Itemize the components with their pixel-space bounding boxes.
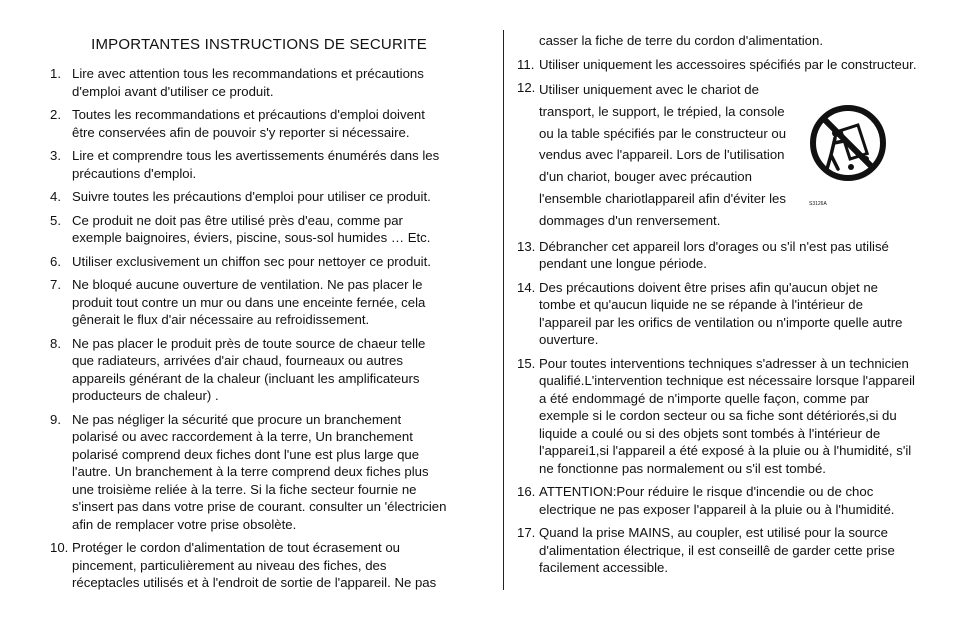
item-number: 4. [50,189,61,204]
column-divider [503,30,504,590]
item-number: 15. [517,355,536,371]
icon-code-label: S3126A [809,201,827,207]
item-number: 6. [50,253,61,269]
list-item [50,212,450,247]
list-item [517,279,917,349]
list-item [50,276,450,329]
item-number: 5. [50,212,61,228]
item-number: 12. [517,80,536,95]
list-item [517,483,917,518]
list-item [50,188,450,206]
item-text: Protéger le cordon d'alimentation de tout écrasement ou pincement, particulièrement au niveau des fiches, des réceptacles utilisés et à l'endroit de sortie de l'appareil. Ne pas [72,540,437,590]
list-item [517,238,917,273]
item-text: Lire et comprendre tous les avertissements énumérés dans les précautions d'emploi. [72,148,440,181]
item-text: Utiliser exclusivement un chiffon sec pour nettoyer ce produit. [72,253,431,269]
cart-tip-over-warning-icon [807,97,889,207]
item-text: Utiliser uniquement avec le chariot de transport, le support, le trépied, la console ou la table spécifiés par le constructeur ou vendus avec l'appareil. Lors de l'utilisation d'un chariot, bouger avec précaution l'ensemble chariotlappareil afin d'éviter les dommages d'un renversement. [539,82,787,228]
page-title: IMPORTANTES INSTRUCTIONS DE SECURITE [91,36,427,53]
left-column [50,36,450,598]
list-item [50,147,450,182]
item-10-continuation: casser la fiche de terre du cordon d'alimentation. [539,33,824,48]
item-text: Pour toutes interventions techniques s'adresser à un technicien qualifié.L'intervention technique est nécessaire lorsque l'appareil a été endommagé de n'importe quelle façon, comme par exemple si le cordon secteur ou sa fiche sont détériorés,si du liquide a coulé ou si des objets sont tombés à l'intérieur de l'apparei1,si l'appareil a été exposé à la pluie ou à l'humidité, s'il ne fonctionne pas normalement ou s'il est tombé. [539,355,915,476]
item-number: 14. [517,279,536,295]
list-item [517,355,917,478]
item-text: Débrancher cet appareil lors d'orages ou s'il n'est pas utilisé pendant une longue période. [539,238,889,272]
list-item [517,56,917,74]
item-text: Ce produit ne doit pas être utilisé près d'eau, comme par exemple baignoires, éviers, piscine, sous-sol humides … Etc. [72,212,431,245]
list-item [50,253,450,271]
item-number: 1. [50,66,61,81]
item-number: 7. [50,277,61,292]
item-number: 10. [50,540,69,555]
list-item [50,335,450,405]
item-text: Ne pas placer le produit près de toute source de chaeur telle que radiateurs, arrivées d'air chaud, fourneaux ou autres appareils générant de la chaleur (incluant les amplificateurs producteurs de chaleur) . [72,335,426,403]
item-number: 16. [517,484,536,500]
list-item [50,411,450,534]
item-number: 8. [50,335,61,351]
item-text: Des précautions doivent être prises afin qu'aucun objet ne tombe et qu'aucun liquide ne se répande à l'intérieur de l'appareil par les orifics de ventilation ou n'importe quelle autre ouverture. [539,279,903,348]
list-item [517,524,917,577]
item-number: 11. [517,56,535,72]
item-text: Utiliser uniquement les accessoires spécifiés par le constructeur. [539,56,917,72]
item-text: Lire avec attention tous les recommandations et précautions d'emploi avant d'utiliser ce produit. [72,66,424,99]
item-number: 3. [50,148,61,163]
item-number: 9. [50,411,61,427]
item-text: Toutes les recommandations et précautions d'emploi doivent être conservées afin de pouvoir s'y reporter si nécessaire. [72,107,425,140]
list-item [50,539,450,592]
item-text: Quand la prise MAINS, au coupler, est utilisé pour la source d'alimentation électrique, il est conseillê de garder cette prise facilement accessible. [539,525,895,576]
item-text: Ne pas négliger la sécurité que procure un branchement polarisé ou avec raccordement à la terre, Un branchement polarisé comprend deux fiches dont l'une est plus large que l'autre. Un branchement à la terre comprend deux fiches plus une troisième reliée à la terre. Si la fiche secteur fournie ne s'insert pas dans votre prise de courant. consulter un 'électricien afin de remplacer votre prise obsolète. [72,411,447,532]
item-number: 2. [50,107,61,122]
item-text: Suivre toutes les précautions d'emploi pour utiliser ce produit. [72,189,431,204]
list-item [50,65,450,100]
item-text: ATTENTION:Pour réduire le risque d'incendie ou de choc electrique ne pas exposer l'appareil à la pluie ou à l'humidité. [539,484,895,517]
item-text: Ne bloqué aucune ouverture de ventilation. Ne pas placer le produit tout contre un mur ou dans une enceinte fernée, cela gênerait le flux d'air nécessaire au refroidissement. [72,277,426,327]
item-number: 13. [517,238,536,254]
list-item [50,106,450,141]
item-number: 17. [517,525,536,541]
